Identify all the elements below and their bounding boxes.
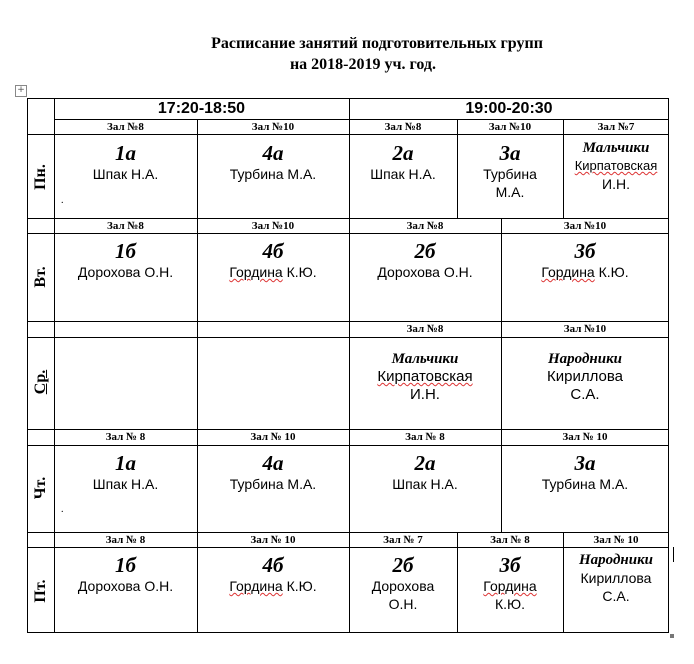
- teacher-name: Гордина К.Ю.: [229, 264, 317, 280]
- hall-label: Зал №8: [384, 121, 422, 133]
- teacher-name: Турбина М.А.: [541, 476, 629, 492]
- day-tuesday: Вт.: [32, 266, 49, 288]
- table-resize-handle[interactable]: [670, 634, 674, 638]
- group-name: 4а: [262, 141, 284, 165]
- time-early: 17:20-18:50: [157, 100, 246, 117]
- group-name: 4а: [262, 451, 284, 475]
- teacher-name: Дорохова О.Н.: [77, 264, 174, 280]
- hall-label: Зал № 10: [250, 431, 296, 443]
- teacher-name: Кирпатовская: [377, 368, 473, 385]
- lesson-cell: [349, 451, 501, 493]
- lesson-cell: [54, 239, 197, 281]
- day-wednesday: Ср.: [32, 369, 49, 395]
- lesson-cell: [563, 139, 669, 193]
- hall-label: Зал №7: [597, 121, 635, 133]
- day-thursday: Чт.: [32, 476, 49, 500]
- teacher-name: М.А.: [495, 184, 525, 200]
- group-name: 2б: [414, 239, 436, 263]
- lesson-cell: [563, 551, 669, 605]
- text-cursor: [673, 547, 674, 562]
- hall-label: Зал №10: [488, 121, 532, 133]
- teacher-name: И.Н.: [410, 386, 440, 403]
- lesson-cell: [197, 451, 349, 493]
- group-name: 4б: [262, 239, 284, 263]
- lesson-cell: [54, 141, 197, 183]
- teacher-name: Турбина М.А.: [229, 476, 317, 492]
- lesson-cell: [501, 239, 669, 281]
- hall-label: Зал № 8: [105, 534, 146, 546]
- teacher-name: Кирпатовская: [574, 158, 658, 173]
- group-name: Народники: [547, 351, 623, 367]
- group-name: 2а: [392, 141, 414, 165]
- lesson-cell: [501, 451, 669, 493]
- hall-label: Зал №8: [406, 220, 444, 232]
- teacher-name: С.А.: [570, 386, 600, 403]
- teacher-name: Турбина М.А.: [229, 166, 317, 182]
- lesson-cell: [349, 239, 501, 281]
- document-title: Расписание занятий подготовительных групп: [211, 35, 543, 52]
- teacher-name: Шпак Н.А.: [392, 476, 458, 492]
- group-name: 1б: [115, 239, 136, 263]
- teacher-name: К.Ю.: [494, 596, 526, 612]
- hall-label: Зал №10: [563, 220, 607, 232]
- group-name: 4б: [262, 553, 284, 577]
- teacher-name: Дорохова: [371, 578, 435, 594]
- hall-label: Зал №8: [107, 220, 144, 232]
- hall-label: Зал №10: [563, 323, 607, 335]
- teacher-name: Кириллова: [547, 368, 623, 385]
- day-friday: Пт.: [32, 579, 49, 603]
- lesson-cell: [197, 553, 349, 595]
- group-name: 1а: [115, 451, 136, 475]
- time-late: 19:00-20:30: [465, 100, 553, 117]
- teacher-name: С.А.: [602, 588, 630, 604]
- group-name: 3б: [574, 239, 596, 263]
- group-name: 2б: [392, 553, 414, 577]
- move-cross-icon[interactable]: +: [15, 85, 27, 97]
- hall-label: Зал № 7: [383, 534, 423, 546]
- day-monday: Пн.: [32, 164, 49, 190]
- group-name: 1а: [115, 141, 136, 165]
- hall-label: Зал №8: [107, 121, 144, 133]
- hall-label: Зал № 8: [405, 431, 445, 443]
- hall-label: Зал № 10: [562, 431, 608, 443]
- teacher-name: Кириллова: [580, 570, 652, 586]
- group-name: 3б: [499, 553, 521, 577]
- hall-label: Зал № 8: [490, 534, 530, 546]
- lesson-cell: [457, 141, 563, 201]
- hall-label: Зал № 8: [105, 431, 146, 443]
- lesson-cell: [457, 553, 563, 613]
- group-name: 3а: [499, 141, 521, 165]
- teacher-name: Гордина К.Ю.: [229, 578, 317, 594]
- document-subtitle: на 2018-2019 уч. год.: [289, 56, 437, 73]
- teacher-name: О.Н.: [388, 596, 418, 612]
- teacher-name: Шпак Н.А.: [92, 476, 159, 492]
- lesson-cell: [501, 350, 669, 404]
- hall-label: Зал №10: [251, 121, 295, 133]
- lesson-cell: [349, 350, 501, 404]
- group-name: Мальчики: [391, 351, 459, 367]
- group-name: Народники: [578, 552, 654, 568]
- teacher-name: Дорохова О.Н.: [377, 264, 473, 280]
- teacher-name: Шпак Н.А.: [92, 166, 159, 182]
- group-name: 2а: [414, 451, 436, 475]
- hall-label: Зал № 10: [250, 534, 296, 546]
- lesson-cell: [54, 553, 197, 595]
- teacher-name: Турбина: [483, 166, 537, 182]
- teacher-name: Гордина К.Ю.: [541, 264, 629, 280]
- teacher-name: Дорохова О.Н.: [77, 578, 174, 594]
- lesson-cell: [197, 239, 349, 281]
- group-name: Мальчики: [582, 140, 650, 156]
- lesson-cell: [349, 141, 457, 183]
- lesson-cell: [54, 451, 197, 493]
- lesson-cell: [349, 553, 457, 613]
- hall-label: Зал № 10: [593, 534, 639, 546]
- group-name: 3а: [574, 451, 596, 475]
- hall-label: Зал №8: [406, 323, 444, 335]
- group-name: 1б: [115, 553, 136, 577]
- lesson-cell: [197, 141, 349, 183]
- hall-label: Зал №10: [251, 220, 295, 232]
- teacher-name: И.Н.: [602, 176, 630, 192]
- teacher-name: Шпак Н.А.: [370, 166, 436, 182]
- teacher-name: Гордина: [483, 578, 537, 594]
